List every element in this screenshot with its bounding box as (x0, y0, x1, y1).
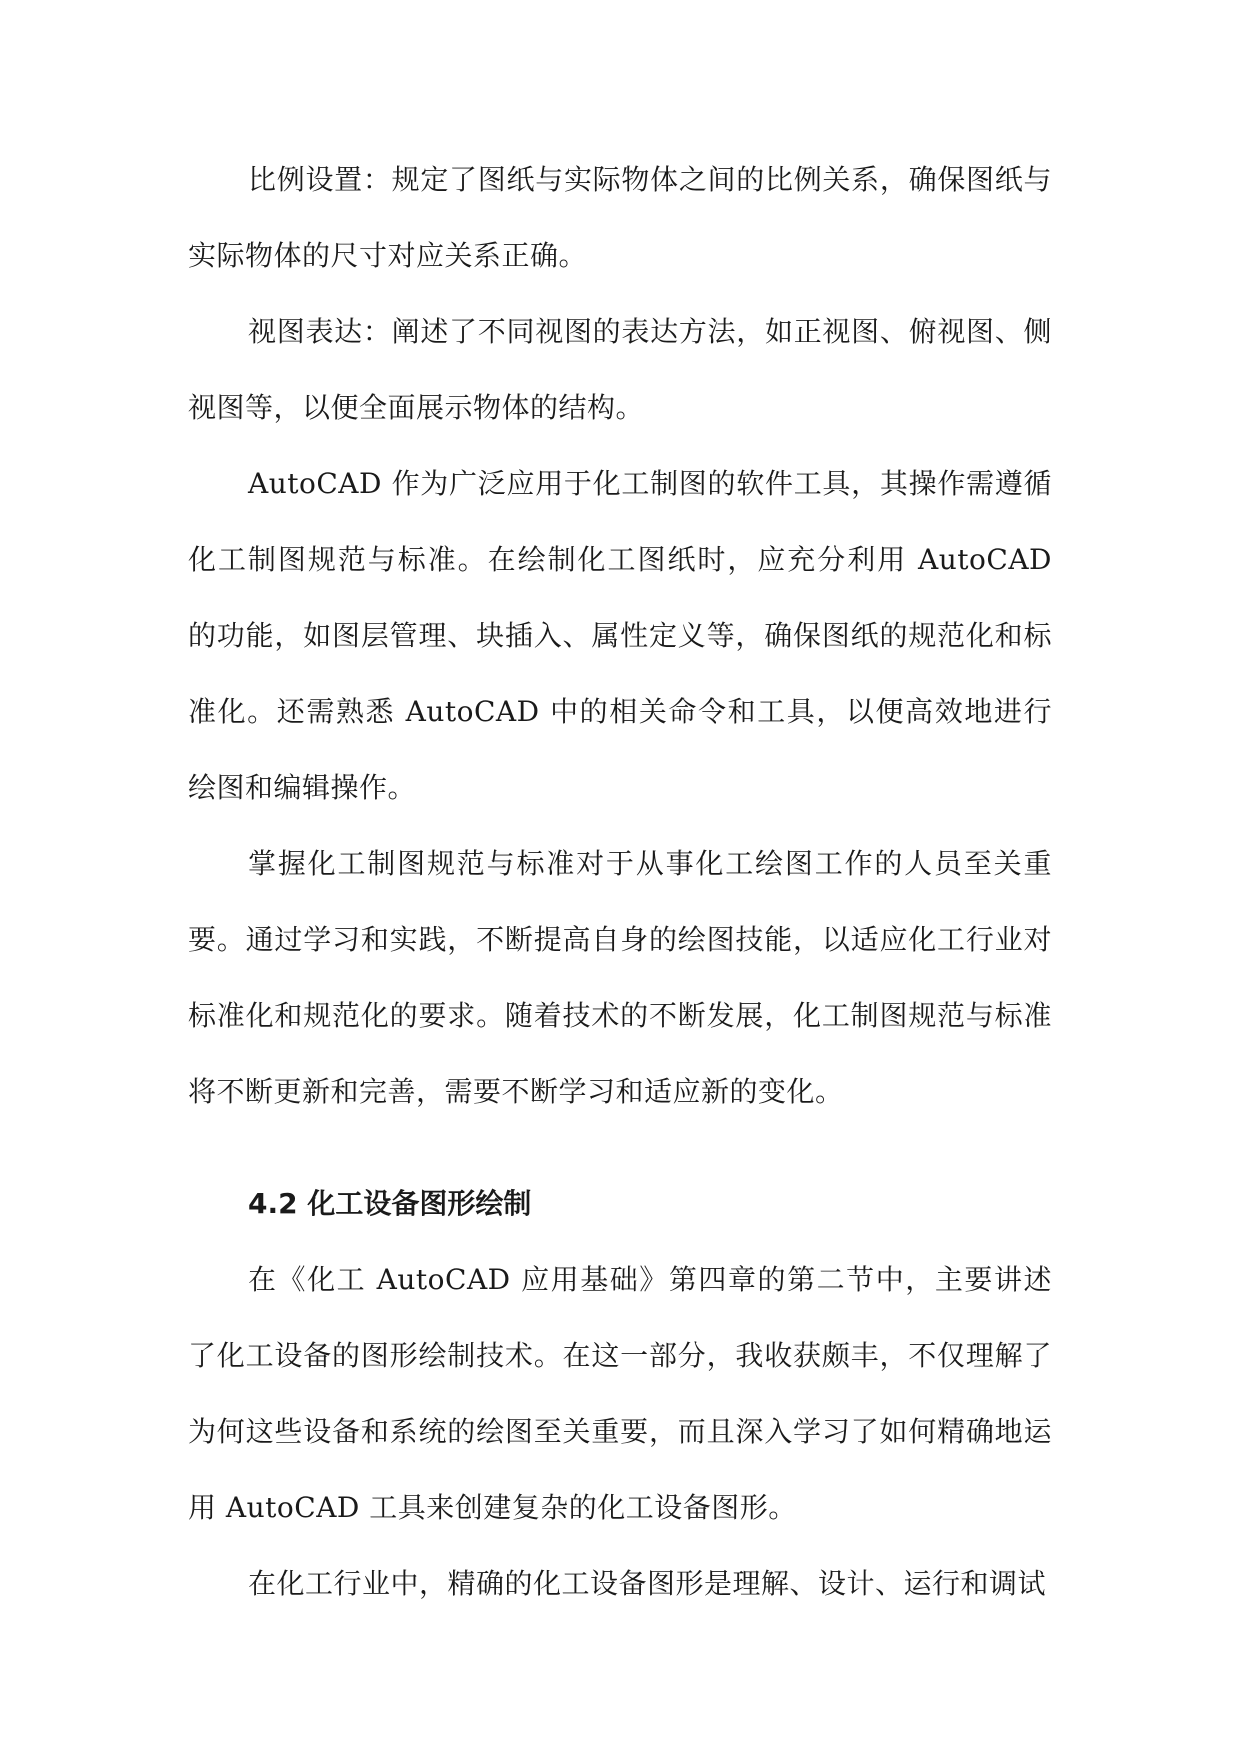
paragraph-view-expression: 视图表达：阐述了不同视图的表达方法，如正视图、俯视图、侧视图等，以便全面展示物体的结构。 (188, 315, 1052, 424)
document-body (188, 142, 1052, 1622)
paragraph-autocad-usage: AutoCAD 作为广泛应用于化工制图的软件工具，其操作需遵循化工制图规范与标准。在绘制化工图纸时，应充分利用 AutoCAD 的功能，如图层管理、块插入、属性定义等，确保图纸的规范化和标准化。还需熟悉 AutoCAD 中的相关命令和工具，以便高效地进行绘图和编辑操作。 (188, 467, 1052, 804)
paragraph-scale-settings: 比例设置：规定了图纸与实际物体之间的比例关系，确保图纸与实际物体的尺寸对应关系正确。 (188, 163, 1052, 272)
paragraph-industry-context: 在化工行业中，精确的化工设备图形是理解、设计、运行和调试 (248, 1567, 1047, 1600)
section-heading: 4.2 化工设备图形绘制 (248, 1187, 532, 1220)
paragraph-section-intro: 在《化工 AutoCAD 应用基础》第四章的第二节中，主要讲述了化工设备的图形绘制技术。在这一部分，我收获颇丰，不仅理解了为何这些设备和系统的绘图至关重要，而且深入学习了如何精确地运用 AutoCAD 工具来创建复杂的化工设备图形。 (188, 1263, 1052, 1524)
paragraph-mastering-standards: 掌握化工制图规范与标准对于从事化工绘图工作的人员至关重要。通过学习和实践，不断提高自身的绘图技能，以适应化工行业对标准化和规范化的要求。随着技术的不断发展，化工制图规范与标准将不断更新和完善，需要不断学习和适应新的变化。 (188, 847, 1052, 1108)
